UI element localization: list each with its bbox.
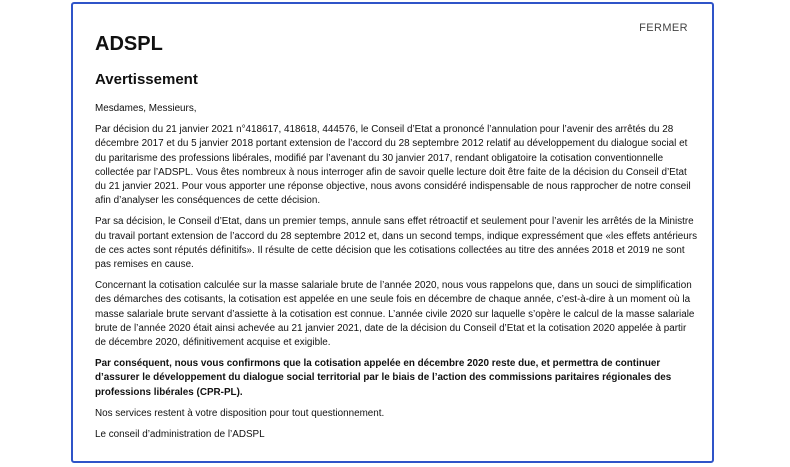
modal-title: Avertissement <box>95 71 198 88</box>
notice-modal <box>71 2 714 463</box>
signature: Le conseil d’administration de l’ADSPL <box>95 429 265 441</box>
paragraph-effects: Par sa décision, le Conseil d’Etat, dans un premier temps, annule sans effet rétroactif et seulement pour l’avenir les arrêtés de la Ministre du travail portant extension de l’accord du 28 septembre 2012 et, dans un second temps, indique expressément que «les effets antérieurs de ces actes sont réputés définitifs». Il résulte de cette décision que les cotisations collectées au titre des années 2018 et 2019 ne sont pas remises en cause. <box>95 216 698 271</box>
brand-title: ADSPL <box>95 33 163 55</box>
close-button[interactable]: FERMER <box>639 22 688 34</box>
paragraph-decision: Par décision du 21 janvier 2021 n°418617, 418618, 444576, le Conseil d’Etat a prononcé l’annulation pour l’avenir des arrêtés du 28 décembre 2017 et du 5 janvier 2018 portant extension de l’accord du 28 septembre 2012 relatif au développement du dialogue social et du paritarisme des professions libérales, modifié par l’avenant du 30 janvier 2017, rendant obligatoire la cotisation conventionnelle collectée par l’ADSPL. Vous êtes nombreux à nous interroger afin de savoir quelle lecture doit être faite de la décision du Conseil d’Etat du 21 janvier 2021. Pour vous apporter une réponse objective, nous avons considéré indispensable de nous rapprocher de notre conseil afin d’analyser les conséquences de cette décision. <box>95 124 691 207</box>
paragraph-conclusion: Par conséquent, nous vous confirmons que la cotisation appelée en décembre 2020 reste due, et permettra de continuer d’assurer le développement du dialogue social territorial par le biais de l’action des commissions paritaires régionales des professions libérales (CPR-PL). <box>95 358 672 398</box>
modal-body <box>95 102 699 449</box>
paragraph-cotisation-2020: Concernant la cotisation calculée sur la masse salariale brute de l’année 2020, nous vous rappelons que, dans un souci de simplification des démarches des cotisants, la cotisation est appelée en une seule fois en décembre de chaque année, c’est-à-dire à un moment où la masse salariale brute servant d’assiette à la cotisation est connue. L’année civile 2020 sur laquelle s’opère le calcul de la masse salariale brute de l’année 2020 était ainsi achevée au 21 janvier 2021, date de la décision du Conseil d’Etat et la cotisation 2020 appelée à partir de décembre 2020, définitivement acquise et exigible. <box>95 280 695 349</box>
salutation: Mesdames, Messieurs, <box>95 103 197 114</box>
paragraph-services: Nos services restent à votre disposition pour tout questionnement. <box>95 407 385 419</box>
